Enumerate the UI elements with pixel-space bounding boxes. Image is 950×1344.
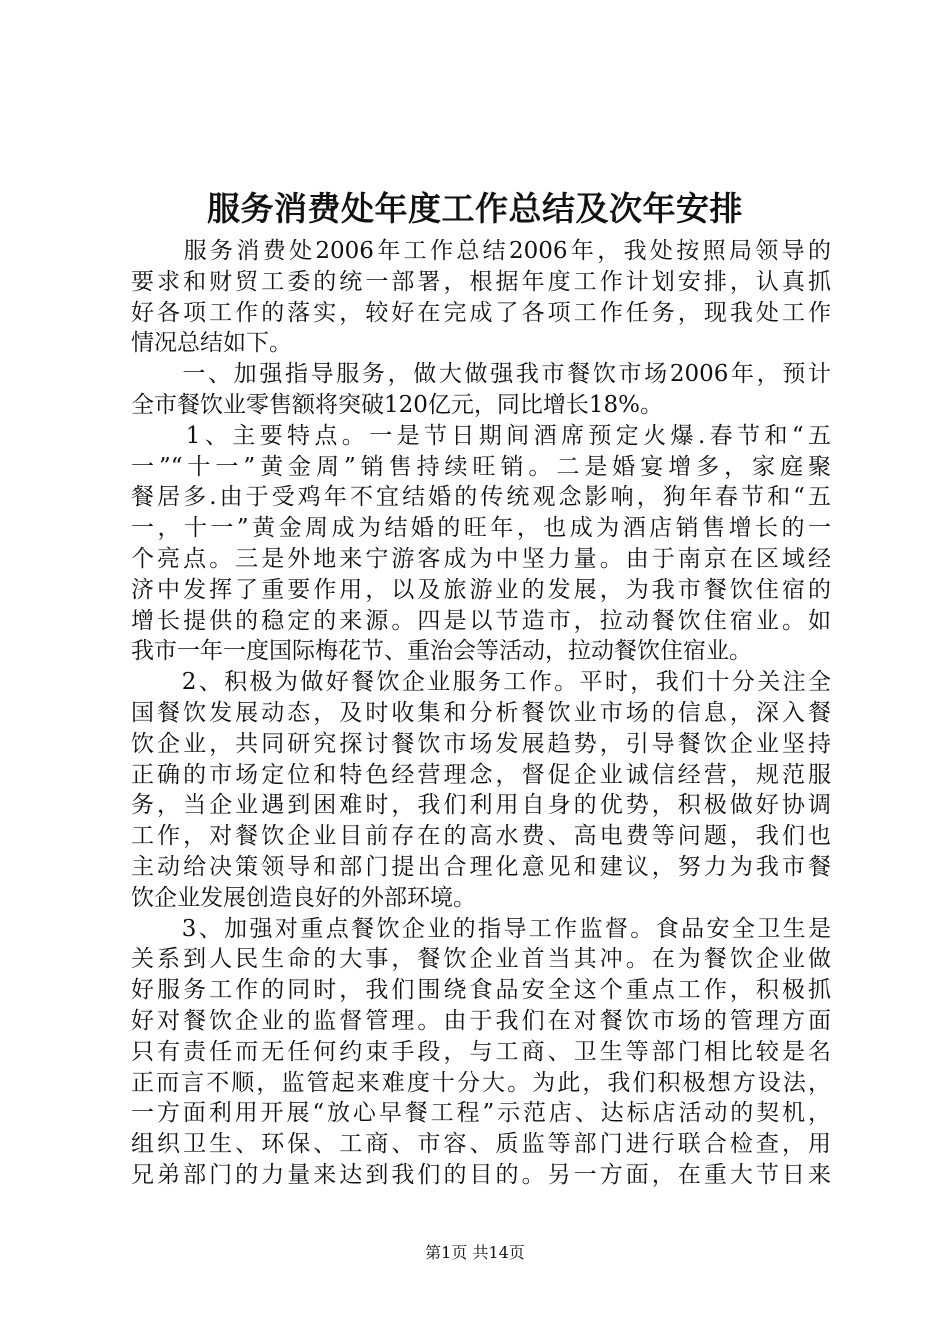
body-line: 正而言不顺，监管起来难度十分大。为此，我们积极想方设法， <box>131 1069 831 1096</box>
body-line: 好服务工作的同时，我们围绕食品安全这个重点工作，积极抓 <box>131 977 831 1004</box>
body-line: 一，十一”黄金周成为结婚的旺年，也成为酒店销售增长的一 <box>131 515 831 542</box>
body-line: 好各项工作的落实，较好在完成了各项工作任务，现我处工作 <box>131 299 831 326</box>
document-title: 服务消费处年度工作总结及次年安排 <box>207 189 743 228</box>
body-line: 1、主要特点。一是节日期间酒席预定火爆.春节和“五 <box>131 422 831 449</box>
body-line: 主动给决策领导和部门提出合理化意见和建议，努力为我市餐 <box>131 853 831 880</box>
body-line: 务，当企业遇到困难时，我们利用自身的优势，积极做好协调 <box>131 792 831 819</box>
body-line: 全市餐饮业零售额将突破120亿元，同比增长18%。 <box>131 391 664 418</box>
body-line: 增长提供的稳定的来源。四是以节造市，拉动餐饮住宿业。如 <box>131 607 831 634</box>
body-line: 餐居多.由于受鸡年不宜结婚的传统观念影响，狗年春节和“五 <box>131 484 831 511</box>
body-line: 我市一年一度国际梅花节、重治会等活动，拉动餐饮住宿业。 <box>131 638 752 665</box>
body-line: 一”“十一”黄金周”销售持续旺销。二是婚宴增多，家庭聚 <box>131 453 831 480</box>
body-line: 一方面利用开展“放心早餐工程”示范店、达标店活动的契机， <box>131 1100 831 1127</box>
body-line: 正确的市场定位和特色经营理念，督促企业诚信经营，规范服 <box>131 761 831 788</box>
body-line: 服务消费处2006年工作总结2006年，我处按照局领导的 <box>131 238 831 264</box>
body-line: 济中发挥了重要作用，以及旅游业的发展，为我市餐饮住宿的 <box>131 576 831 603</box>
body-line: 工作，对餐饮企业目前存在的高水费、高电费等问题，我们也 <box>131 823 831 850</box>
body-line: 情况总结如下。 <box>131 330 292 357</box>
body-line: 要求和财贸工委的统一部署，根据年度工作计划安排，认真抓 <box>131 268 831 295</box>
body-line: 3、加强对重点餐饮企业的指导工作监督。食品安全卫生是 <box>131 915 831 942</box>
body-line: 一、加强指导服务，做大做强我市餐饮市场2006年，预计 <box>131 361 831 388</box>
body-line: 国餐饮发展动态，及时收集和分析餐饮业市场的信息，深入餐 <box>131 699 831 726</box>
page-footer: 第1页 共14页 <box>425 1243 525 1262</box>
body-line: 兄弟部门的力量来达到我们的目的。另一方面，在重大节日来 <box>131 1161 831 1188</box>
body-line: 2、积极为做好餐饮企业服务工作。平时，我们十分关注全 <box>131 669 831 696</box>
body-line: 好对餐饮企业的监督管理。由于我们在对餐饮市场的管理方面 <box>131 1007 831 1034</box>
body-line: 饮企业发展创造良好的外部环境。 <box>131 884 476 911</box>
body-line: 个亮点。三是外地来宁游客成为中坚力量。由于南京在区域经 <box>131 545 831 572</box>
body-line: 只有责任而无任何约束手段，与工商、卫生等部门相比较是名 <box>131 1038 831 1065</box>
body-line: 饮企业，共同研究探讨餐饮市场发展趋势，引导餐饮企业坚持 <box>131 730 831 757</box>
body-line: 组织卫生、环保、工商、市容、质监等部门进行联合检查，用 <box>131 1131 831 1158</box>
document-body <box>131 236 831 1191</box>
body-line: 关系到人民生命的大事，餐饮企业首当其冲。在为餐饮企业做 <box>131 946 831 973</box>
